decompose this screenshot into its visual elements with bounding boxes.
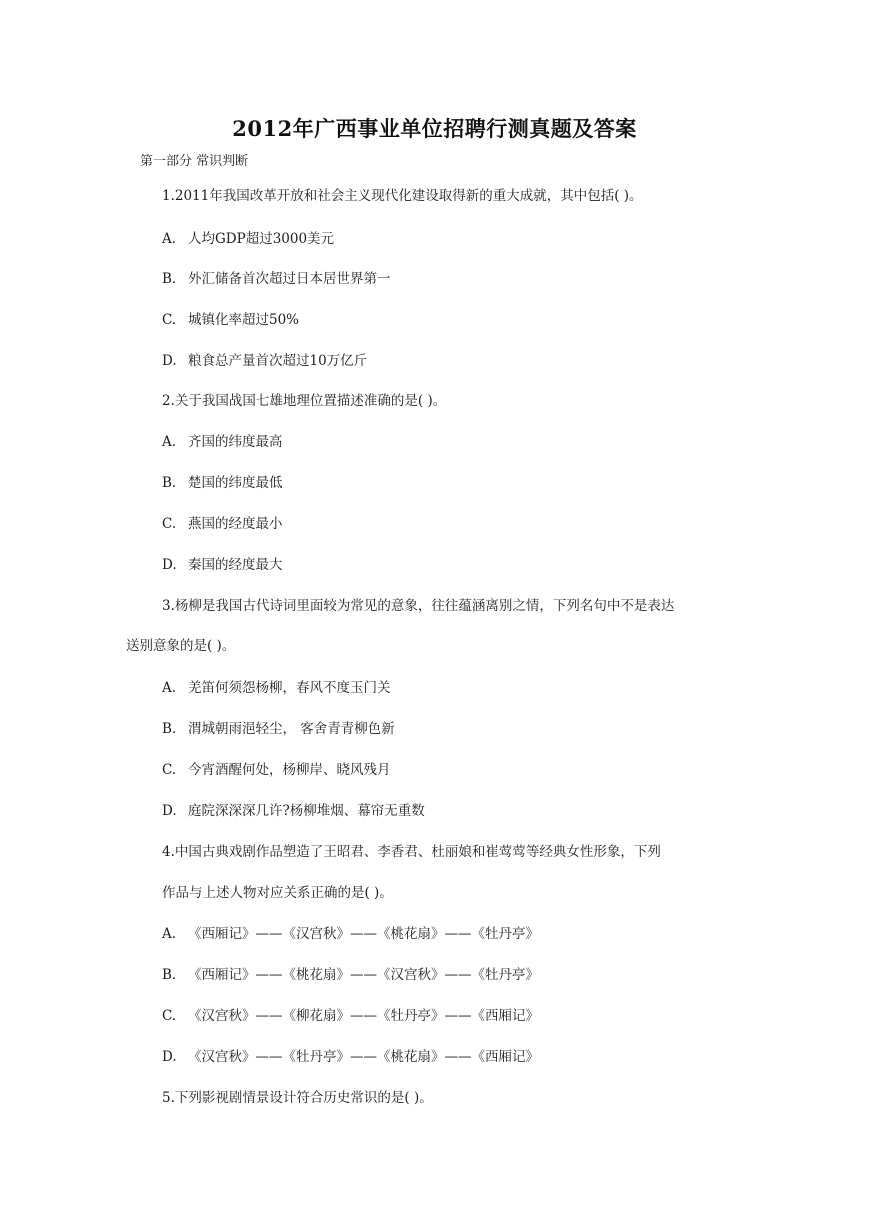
option-letter: C.	[162, 516, 177, 532]
question-4-option-b	[162, 963, 539, 983]
option-text: 《西厢记》——《桃花扇》——《汉宫秋》——《牡丹亭》	[188, 967, 539, 983]
question-2-option-a	[162, 430, 283, 450]
option-text: 人均GDP超过3000美元	[188, 231, 335, 247]
document-title: 2012年广西事业单位招聘行测真题及答案	[232, 116, 637, 141]
option-text: 《汉宫秋》——《牡丹亭》——《桃花扇》——《西厢记》	[188, 1049, 539, 1065]
option-letter: A.	[162, 926, 177, 942]
option-text: 外汇储备首次超过日本居世界第一	[188, 271, 391, 287]
option-letter: B.	[162, 271, 177, 287]
option-letter: B.	[162, 475, 177, 491]
question-3-stem-continued: 送别意象的是( )。	[126, 638, 236, 654]
question-4-stem-continued: 作品与上述人物对应关系正确的是( )。	[162, 885, 393, 901]
question-4-stem: 4.中国古典戏剧作品塑造了王昭君、李香君、杜丽娘和崔莺莺等经典女性形象，下列	[162, 844, 661, 860]
question-3-stem: 3.杨柳是我国古代诗词里面较为常见的意象，往往蕴涵离别之情，下列名句中不是表达	[162, 598, 675, 614]
question-1-stem: 1.2011年我国改革开放和社会主义现代化建设取得新的重大成就，其中包括( )。	[162, 188, 643, 204]
option-letter: A.	[162, 680, 177, 696]
option-text: 今宵酒醒何处，杨柳岸、晓风残月	[188, 762, 391, 778]
option-letter: D.	[162, 557, 177, 573]
question-4-option-a	[162, 922, 539, 942]
question-2-option-b	[162, 471, 283, 491]
option-letter: A.	[162, 434, 177, 450]
option-letter: B.	[162, 967, 177, 983]
question-5-stem: 5.下列影视剧情景设计符合历史常识的是( )。	[162, 1090, 433, 1106]
option-text: 渭城朝雨浥轻尘， 客舍青青柳色新	[188, 721, 395, 737]
question-1-option-a	[162, 227, 334, 247]
question-3-option-a	[162, 676, 391, 696]
option-letter: B.	[162, 721, 177, 737]
question-1-option-d	[162, 349, 367, 369]
question-1-option-b	[162, 267, 391, 287]
option-text: 粮食总产量首次超过10万亿斤	[188, 353, 368, 369]
question-2-option-c	[162, 512, 283, 532]
question-4-option-d	[162, 1045, 539, 1065]
question-1-option-c	[162, 308, 299, 328]
option-letter: D.	[162, 1049, 177, 1065]
question-3-option-b	[162, 717, 395, 737]
option-text: 楚国的纬度最低	[188, 475, 283, 491]
option-text: 燕国的经度最小	[188, 516, 283, 532]
question-4-option-c	[162, 1004, 539, 1024]
option-text: 齐国的纬度最高	[188, 434, 283, 450]
question-2-option-d	[162, 553, 283, 573]
option-text: 城镇化率超过50%	[188, 312, 300, 328]
option-letter: A.	[162, 231, 177, 247]
option-text: 羌笛何须怨杨柳，春风不度玉门关	[188, 680, 391, 696]
option-letter: C.	[162, 1008, 177, 1024]
option-text: 秦国的经度最大	[188, 557, 283, 573]
option-text: 庭院深深深几许?杨柳堆烟、幕帘无重数	[188, 803, 425, 819]
question-3-option-d	[162, 799, 425, 819]
question-3-option-c	[162, 758, 391, 778]
section-heading: 第一部分 常识判断	[140, 154, 249, 169]
option-letter: D.	[162, 353, 177, 369]
option-text: 《西厢记》——《汉宫秋》——《桃花扇》——《牡丹亭》	[188, 926, 539, 942]
option-text: 《汉宫秋》——《柳花扇》——《牡丹亭》——《西厢记》	[188, 1008, 539, 1024]
question-2-stem: 2.关于我国战国七雄地理位置描述准确的是( )。	[162, 393, 447, 409]
option-letter: C.	[162, 762, 177, 778]
option-letter: C.	[162, 312, 177, 328]
option-letter: D.	[162, 803, 177, 819]
